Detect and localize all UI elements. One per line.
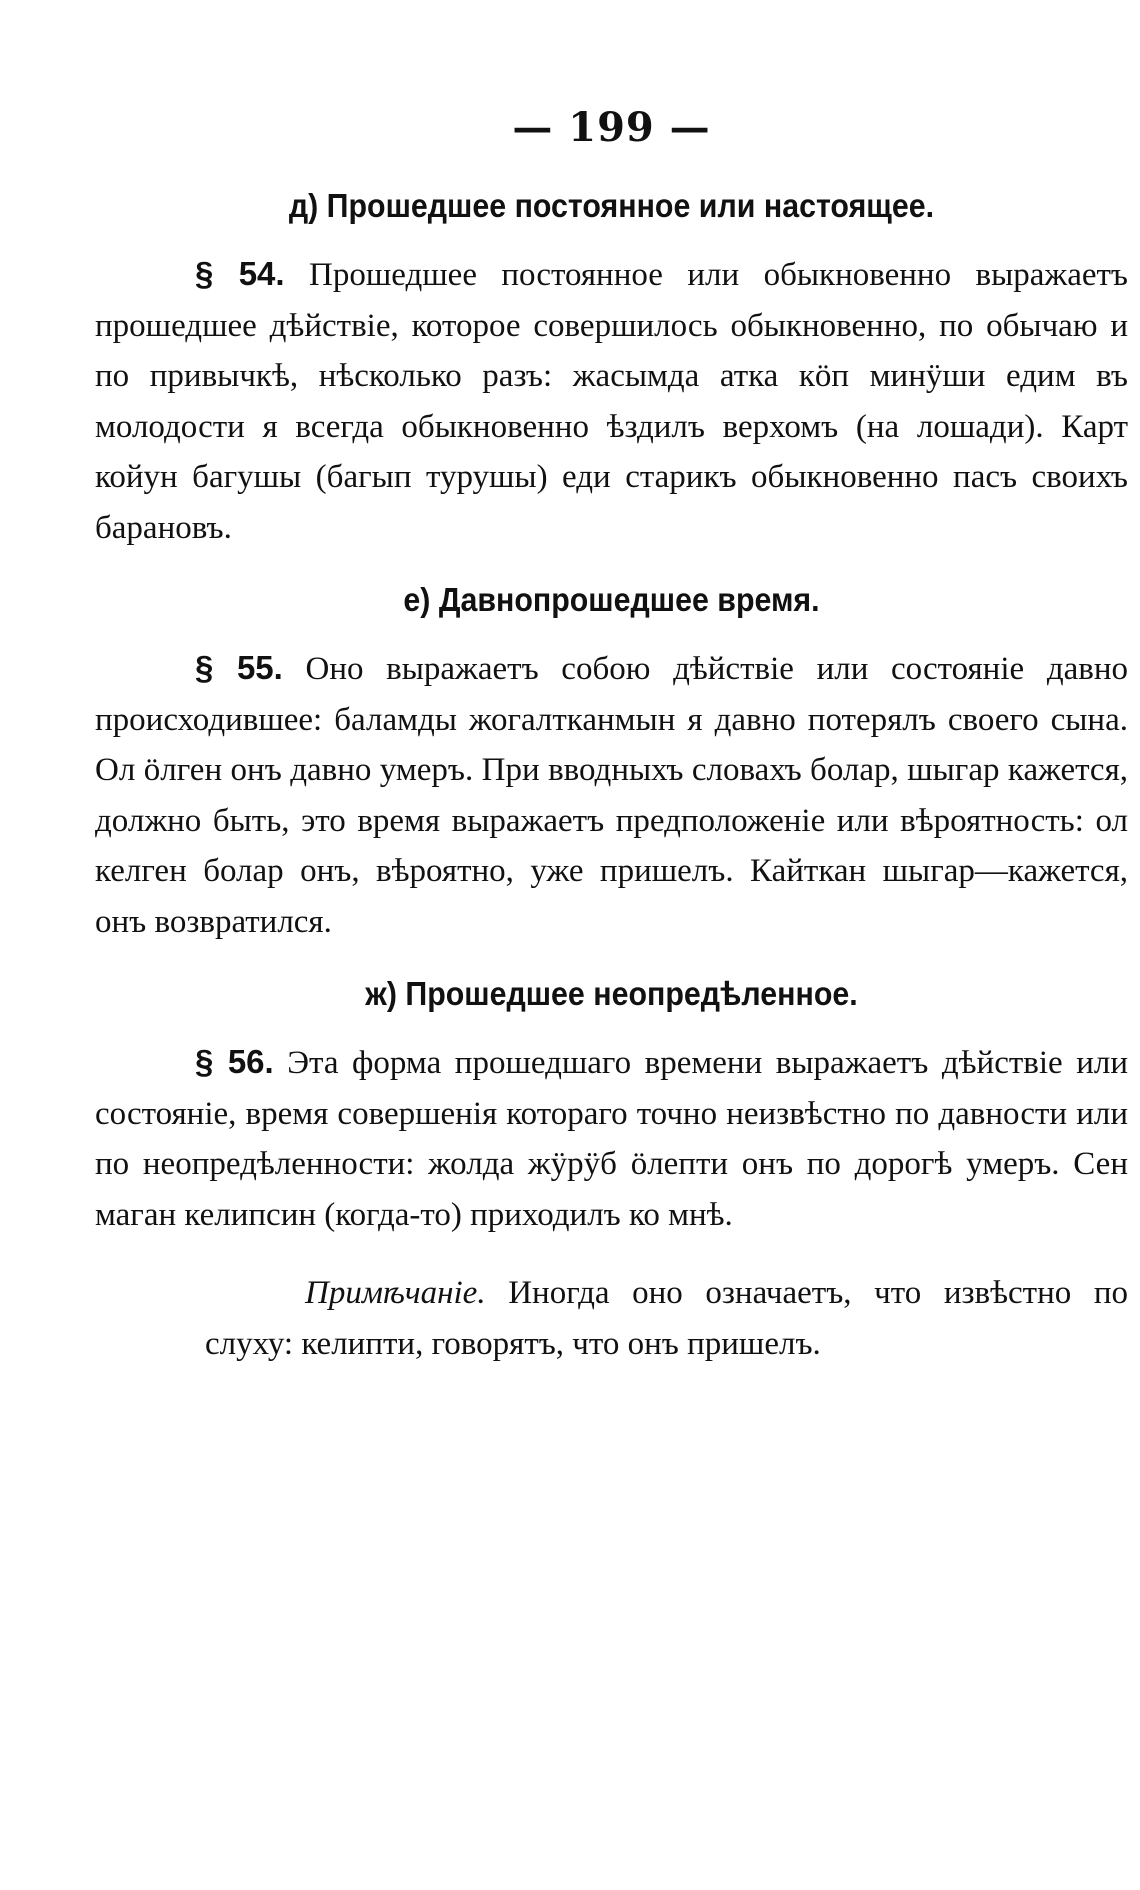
section-heading-e: е) Давнопрошедшее время. xyxy=(403,581,820,618)
note xyxy=(205,1268,1128,1369)
paragraph-56 xyxy=(95,1037,1128,1240)
paragraph-number-54: § 54. xyxy=(195,255,285,292)
paragraph-text-54: Прошедшее постоянное или обыкновенно выражаетъ прошедшее дѣйствіе, которое совершилось обыкновенно, по обычаю и по привычкѣ, нѣсколько разъ: жасымда атка кӧп минӱши едим въ молодости я всегда обыкновенно ѣздилъ верхомъ (на лошади). Карт койун багушы (багып турушы) еди старикъ обыкновенно пасъ своихъ барановъ. xyxy=(95,257,1128,546)
section-heading-d: д) Прошедшее постоянное или настоящее. xyxy=(288,187,935,224)
paragraph-text-55: Оно выражаетъ собою дѣйствіе или состояніе давно происходившее: баламды жогалтканмын я давно потерялъ своего сына. Ол ӧлген онъ давно умеръ. При вводныхъ словахъ болар, шыгар кажется, должно быть, это время выражаетъ предположеніе или вѣроятность: ол келген болар онъ, вѣроятно, уже пришелъ. Кайткан шыгар—кажется, онъ возвратился. xyxy=(95,651,1128,940)
paragraph-number-56: § 56. xyxy=(195,1043,274,1080)
paragraph-54 xyxy=(95,249,1128,553)
note-text: Иногда оно означаетъ, что извѣстно по слуху: келипти, говорятъ, что онъ пришелъ. xyxy=(205,1275,1129,1362)
note-label: Примѣчаніе. xyxy=(305,1275,486,1311)
paragraph-number-55: § 55. xyxy=(195,649,283,686)
paragraph-55 xyxy=(95,643,1128,947)
paragraph-text-56: Эта форма прошедшаго времени выражаетъ дѣйствіе или состояніе, время совершенія котораго точно неизвѣстно по давности или по неопредѣленности: жолда жӱрӱб ӧлепти онъ по дорогѣ умеръ. Сен маган келипсин (когда-то) приходилъ ко мнѣ. xyxy=(95,1045,1128,1233)
section-heading-zh: ж) Прошедшее неопредѣленное. xyxy=(365,975,858,1012)
page-number: — 199 — xyxy=(512,104,711,151)
